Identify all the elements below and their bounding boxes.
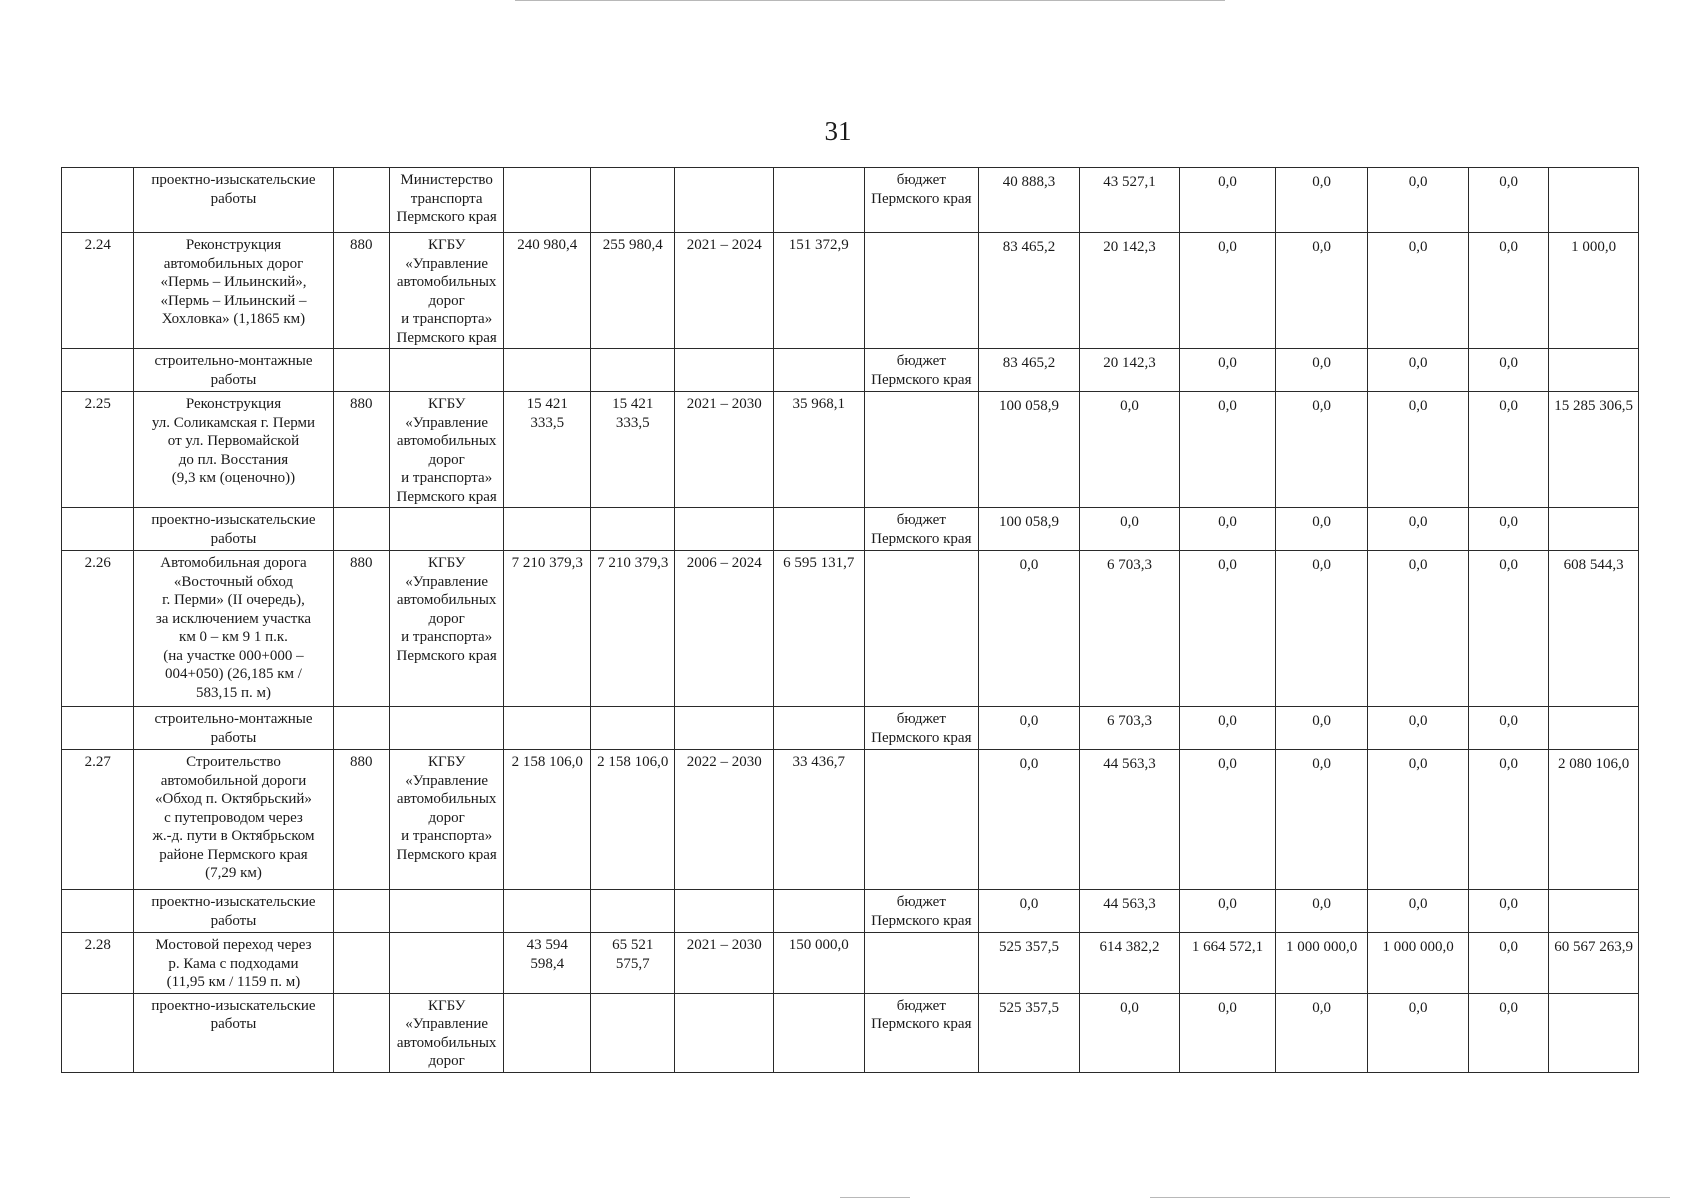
year-1-amount-cell: 40 888,3 [979,168,1080,233]
row-number-cell: 2.24 [62,233,134,349]
year-5-amount-cell: 0,0 [1368,392,1469,508]
estimated-cost-cell: 240 980,4 [504,233,590,349]
after-period-amount-cell [1549,890,1639,933]
table-body [62,168,1639,1073]
year-2-amount-cell: 43 527,1 [1079,168,1180,233]
year-4-amount-cell: 0,0 [1275,551,1368,707]
executor-cell: Министерство транспорта Пермского края [389,168,504,233]
year-3-amount-cell: 0,0 [1180,750,1276,890]
year-1-amount-cell: 525 357,5 [979,993,1080,1072]
funding-source-cell: бюджет Пермского края [864,707,979,750]
scan-edge-line [840,1197,910,1198]
row-number-cell: 2.26 [62,551,134,707]
activity-name-cell: проектно-изыскательские работы [134,890,333,933]
table-row [62,349,1639,392]
executor-cell: КГБУ «Управление автомобильных дорог [389,993,504,1072]
estimated-cost-cell [504,707,590,750]
executor-cell [389,933,504,994]
activity-name-cell: проектно-изыскательские работы [134,508,333,551]
code-cell [333,890,389,933]
year-1-amount-cell: 83 465,2 [979,233,1080,349]
estimated-cost-cell: 15 421 333,5 [504,392,590,508]
activity-name-cell: проектно-изыскательские работы [134,168,333,233]
total-cost-cell: 65 521 575,7 [590,933,674,994]
code-cell [333,707,389,750]
year-3-amount-cell: 0,0 [1180,707,1276,750]
year-4-amount-cell: 0,0 [1275,707,1368,750]
code-cell: 880 [333,750,389,890]
year-1-amount-cell: 100 058,9 [979,392,1080,508]
after-period-amount-cell [1549,508,1639,551]
total-cost-cell [590,707,674,750]
row-number-cell: 2.28 [62,933,134,994]
table-row [62,551,1639,707]
year-3-amount-cell: 0,0 [1180,508,1276,551]
scan-edge-line [1150,1197,1670,1198]
executor-cell [389,707,504,750]
year-5-amount-cell: 0,0 [1368,233,1469,349]
executor-cell [389,508,504,551]
year-4-amount-cell: 0,0 [1275,349,1368,392]
period-cell: 2021 – 2024 [675,233,774,349]
year-3-amount-cell: 0,0 [1180,993,1276,1072]
table-row [62,707,1639,750]
executor-cell: КГБУ «Управление автомобильных дорог и транспорта» Пермского края [389,392,504,508]
year-3-amount-cell: 0,0 [1180,392,1276,508]
year-1-amount-cell: 0,0 [979,890,1080,933]
code-cell: 880 [333,392,389,508]
financed-before-cell [774,707,865,750]
code-cell [333,168,389,233]
activity-name-cell: строительно-монтажные работы [134,349,333,392]
after-period-amount-cell [1549,168,1639,233]
period-cell [675,993,774,1072]
after-period-amount-cell: 60 567 263,9 [1549,933,1639,994]
year-3-amount-cell: 0,0 [1180,890,1276,933]
financed-before-cell: 33 436,7 [774,750,865,890]
year-3-amount-cell: 1 664 572,1 [1180,933,1276,994]
year-2-amount-cell: 0,0 [1079,392,1180,508]
year-2-amount-cell: 614 382,2 [1079,933,1180,994]
year-4-amount-cell: 0,0 [1275,890,1368,933]
financed-before-cell [774,349,865,392]
page-number: 31 [824,116,852,146]
total-cost-cell: 255 980,4 [590,233,674,349]
year-6-amount-cell: 0,0 [1468,508,1548,551]
total-cost-cell: 15 421 333,5 [590,392,674,508]
activity-name-cell: Строительство автомобильной дороги «Обход п. Октябрьский» с путепроводом через ж.-д. пути в Октябрьском районе Пермского края (7,29 км) [134,750,333,890]
table-row [62,508,1639,551]
year-2-amount-cell: 0,0 [1079,508,1180,551]
estimated-cost-cell [504,890,590,933]
year-1-amount-cell: 0,0 [979,551,1080,707]
code-cell: 880 [333,233,389,349]
total-cost-cell [590,508,674,551]
financed-before-cell [774,890,865,933]
estimated-cost-cell: 43 594 598,4 [504,933,590,994]
year-3-amount-cell: 0,0 [1180,168,1276,233]
total-cost-cell [590,349,674,392]
year-2-amount-cell: 6 703,3 [1079,551,1180,707]
year-1-amount-cell: 525 357,5 [979,933,1080,994]
period-cell: 2022 – 2030 [675,750,774,890]
year-4-amount-cell: 0,0 [1275,168,1368,233]
activity-name-cell: Автомобильная дорога «Восточный обход г. Перми» (II очередь), за исключением участка км 0 – км 9 1 п.к. (на участке 000+000 – 004+050) (26,185 км / 583,15 п. м) [134,551,333,707]
year-4-amount-cell: 0,0 [1275,993,1368,1072]
estimated-cost-cell [504,508,590,551]
year-2-amount-cell: 0,0 [1079,993,1180,1072]
row-number-cell [62,890,134,933]
year-6-amount-cell: 0,0 [1468,349,1548,392]
row-number-cell [62,707,134,750]
financed-before-cell [774,508,865,551]
year-5-amount-cell: 1 000 000,0 [1368,933,1469,994]
financed-before-cell: 151 372,9 [774,233,865,349]
activity-name-cell: проектно-изыскательские работы [134,993,333,1072]
row-number-cell: 2.25 [62,392,134,508]
funding-source-cell [864,551,979,707]
year-3-amount-cell: 0,0 [1180,349,1276,392]
executor-cell: КГБУ «Управление автомобильных дорог и транспорта» Пермского края [389,750,504,890]
activity-name-cell: Мостовой переход через р. Кама с подходами (11,95 км / 1159 п. м) [134,933,333,994]
budget-table [61,167,1639,1073]
executor-cell [389,349,504,392]
year-2-amount-cell: 6 703,3 [1079,707,1180,750]
year-6-amount-cell: 0,0 [1468,993,1548,1072]
period-cell [675,890,774,933]
period-cell [675,508,774,551]
year-5-amount-cell: 0,0 [1368,349,1469,392]
year-4-amount-cell: 0,0 [1275,233,1368,349]
after-period-amount-cell [1549,707,1639,750]
after-period-amount-cell: 608 544,3 [1549,551,1639,707]
period-cell [675,168,774,233]
code-cell [333,933,389,994]
total-cost-cell [590,168,674,233]
year-5-amount-cell: 0,0 [1368,508,1469,551]
period-cell: 2006 – 2024 [675,551,774,707]
estimated-cost-cell [504,349,590,392]
estimated-cost-cell: 7 210 379,3 [504,551,590,707]
year-6-amount-cell: 0,0 [1468,890,1548,933]
code-cell [333,508,389,551]
year-6-amount-cell: 0,0 [1468,233,1548,349]
activity-name-cell: Реконструкция автомобильных дорог «Пермь – Ильинский», «Пермь – Ильинский – Хохловка» (1,1865 км) [134,233,333,349]
year-6-amount-cell: 0,0 [1468,750,1548,890]
table-row [62,233,1639,349]
year-5-amount-cell: 0,0 [1368,168,1469,233]
after-period-amount-cell: 2 080 106,0 [1549,750,1639,890]
activity-name-cell: строительно-монтажные работы [134,707,333,750]
row-number-cell [62,349,134,392]
funding-source-cell: бюджет Пермского края [864,890,979,933]
row-number-cell [62,993,134,1072]
table-row [62,933,1639,994]
year-2-amount-cell: 20 142,3 [1079,349,1180,392]
row-number-cell [62,508,134,551]
table-row [62,993,1639,1072]
year-2-amount-cell: 20 142,3 [1079,233,1180,349]
year-6-amount-cell: 0,0 [1468,933,1548,994]
code-cell [333,349,389,392]
estimated-cost-cell: 2 158 106,0 [504,750,590,890]
year-6-amount-cell: 0,0 [1468,168,1548,233]
table-row [62,392,1639,508]
year-6-amount-cell: 0,0 [1468,551,1548,707]
financed-before-cell: 6 595 131,7 [774,551,865,707]
year-1-amount-cell: 0,0 [979,707,1080,750]
executor-cell [389,890,504,933]
year-3-amount-cell: 0,0 [1180,551,1276,707]
funding-source-cell [864,233,979,349]
scan-edge-line [515,0,1225,1]
funding-source-cell [864,750,979,890]
row-number-cell: 2.27 [62,750,134,890]
funding-source-cell [864,392,979,508]
year-4-amount-cell: 0,0 [1275,750,1368,890]
period-cell: 2021 – 2030 [675,933,774,994]
year-4-amount-cell: 0,0 [1275,508,1368,551]
total-cost-cell: 7 210 379,3 [590,551,674,707]
year-6-amount-cell: 0,0 [1468,707,1548,750]
year-1-amount-cell: 0,0 [979,750,1080,890]
table-row [62,750,1639,890]
year-5-amount-cell: 0,0 [1368,551,1469,707]
funding-source-cell: бюджет Пермского края [864,993,979,1072]
after-period-amount-cell: 1 000,0 [1549,233,1639,349]
code-cell [333,993,389,1072]
after-period-amount-cell: 15 285 306,5 [1549,392,1639,508]
year-1-amount-cell: 100 058,9 [979,508,1080,551]
total-cost-cell [590,890,674,933]
year-6-amount-cell: 0,0 [1468,392,1548,508]
year-5-amount-cell: 0,0 [1368,707,1469,750]
year-2-amount-cell: 44 563,3 [1079,750,1180,890]
estimated-cost-cell [504,168,590,233]
year-4-amount-cell: 0,0 [1275,392,1368,508]
period-cell: 2021 – 2030 [675,392,774,508]
financed-before-cell [774,993,865,1072]
year-1-amount-cell: 83 465,2 [979,349,1080,392]
year-3-amount-cell: 0,0 [1180,233,1276,349]
row-number-cell [62,168,134,233]
year-5-amount-cell: 0,0 [1368,890,1469,933]
funding-source-cell: бюджет Пермского края [864,349,979,392]
funding-source-cell: бюджет Пермского края [864,508,979,551]
after-period-amount-cell [1549,349,1639,392]
executor-cell: КГБУ «Управление автомобильных дорог и транспорта» Пермского края [389,551,504,707]
estimated-cost-cell [504,993,590,1072]
table-row [62,168,1639,233]
year-4-amount-cell: 1 000 000,0 [1275,933,1368,994]
period-cell [675,707,774,750]
financed-before-cell: 150 000,0 [774,933,865,994]
after-period-amount-cell [1549,993,1639,1072]
total-cost-cell: 2 158 106,0 [590,750,674,890]
executor-cell: КГБУ «Управление автомобильных дорог и транспорта» Пермского края [389,233,504,349]
code-cell: 880 [333,551,389,707]
activity-name-cell: Реконструкция ул. Соликамская г. Перми от ул. Первомайской до пл. Восстания (9,3 км (оценочно)) [134,392,333,508]
year-5-amount-cell: 0,0 [1368,750,1469,890]
year-5-amount-cell: 0,0 [1368,993,1469,1072]
total-cost-cell [590,993,674,1072]
period-cell [675,349,774,392]
funding-source-cell [864,933,979,994]
table-row [62,890,1639,933]
financed-before-cell: 35 968,1 [774,392,865,508]
year-2-amount-cell: 44 563,3 [1079,890,1180,933]
financed-before-cell [774,168,865,233]
funding-source-cell: бюджет Пермского края [864,168,979,233]
